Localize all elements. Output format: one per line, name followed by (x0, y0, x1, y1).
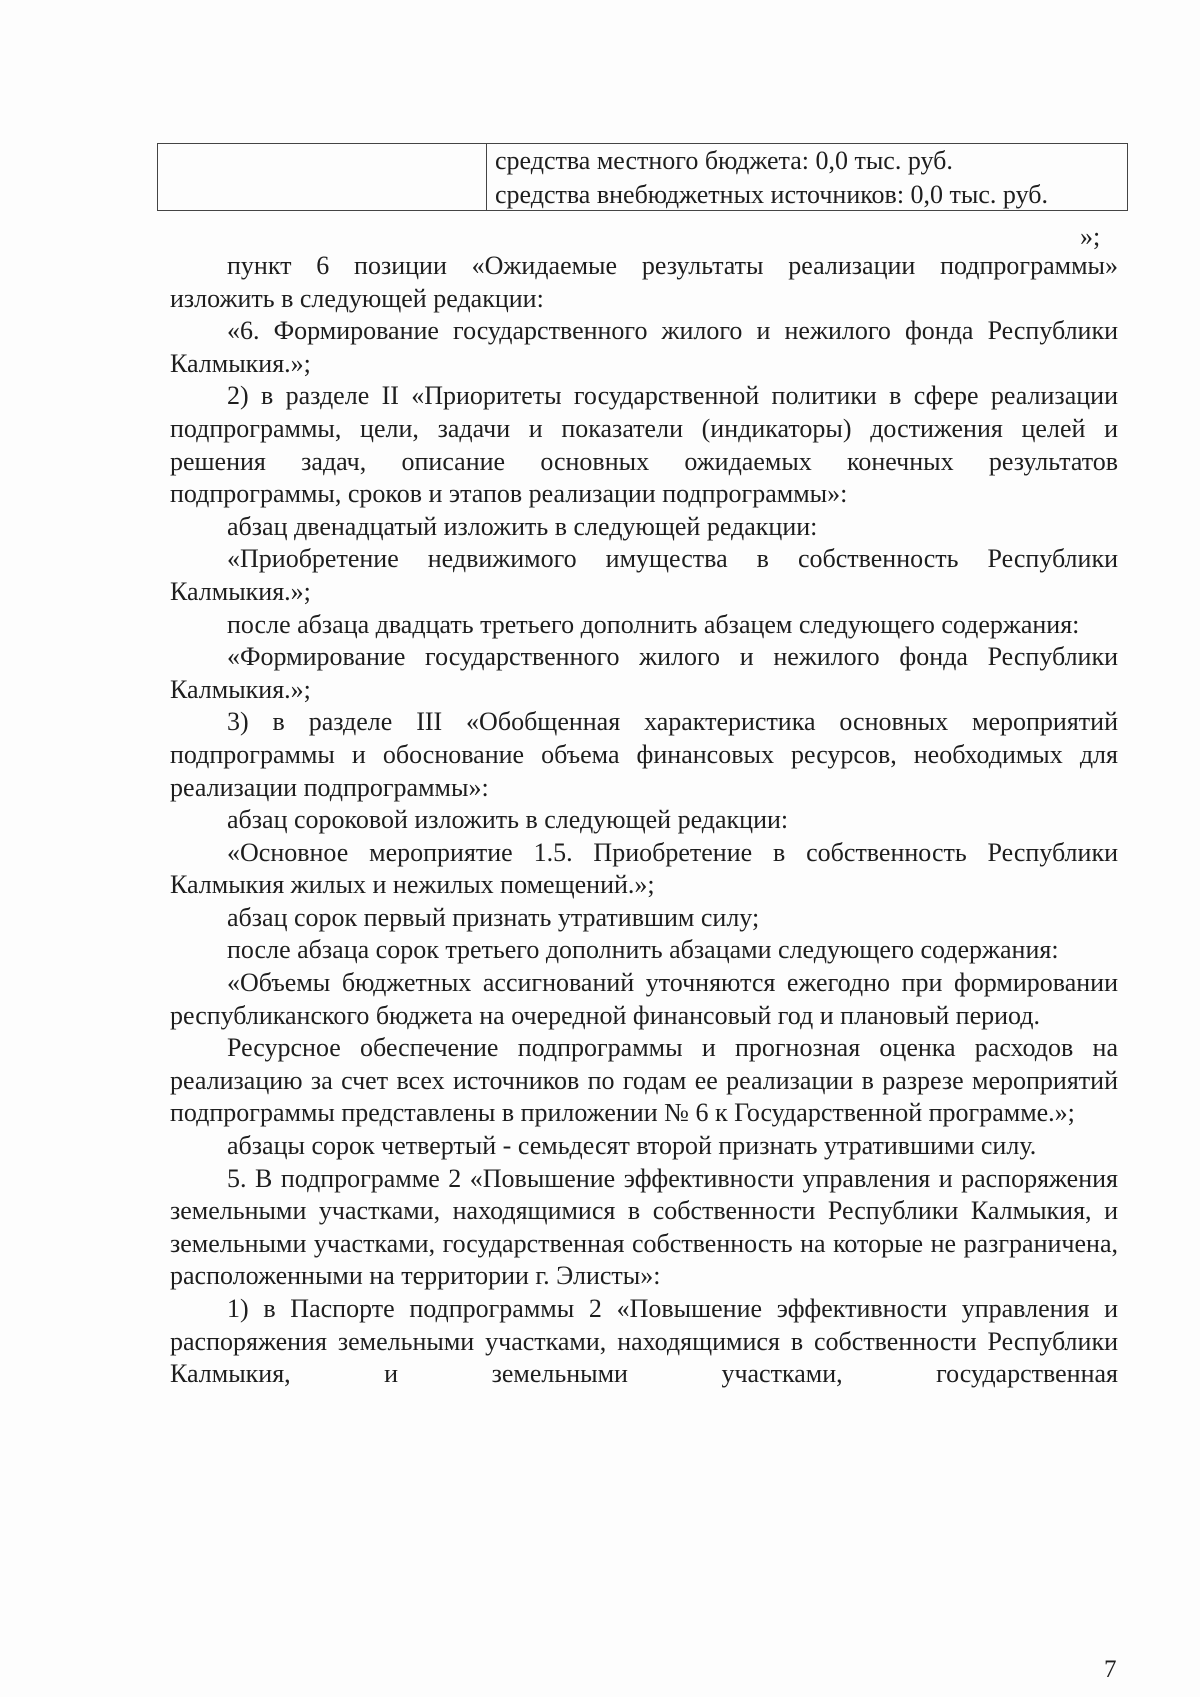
paragraph: после абзаца сорок третьего дополнить абзацами следующего содержания: (227, 935, 1059, 965)
paragraph: абзацы сорок четвертый - семьдесят второй признать утратившими силу. (227, 1131, 1037, 1161)
paragraph: 1) в Паспорте подпрограммы 2 «Повышение эффективности управления и распоряжения земельными участками, находящимися в собственности Республики Калмыкия, и земельными участками, государственная (170, 1294, 1118, 1389)
paragraph: после абзаца двадцать третьего дополнить абзацем следующего содержания: (227, 609, 1080, 639)
paragraph: абзац сорок первый признать утратившим силу; (227, 902, 760, 932)
paragraph: «Объемы бюджетных ассигнований уточняются ежегодно при формировании республиканского бюджета на очередной финансовый год и плановый период. (170, 968, 1118, 1030)
paragraph: Ресурсное обеспечение подпрограммы и прогнозная оценка расходов на реализацию за счет всех источников по годам ее реализации в разрезе мероприятий подпрограммы представлены в приложении № 6 к Государственной программе.»; (170, 1033, 1118, 1128)
paragraph: абзац сороковой изложить в следующей редакции: (227, 805, 789, 835)
paragraph: 2) в разделе II «Приоритеты государственной политики в сфере реализации подпрограммы, цели, задачи и показатели (индикаторы) достижения целей и решения задач, описание основных ожидаемых конечных результатов подпрограммы, сроков и этапов реализации подпрограммы»: (170, 381, 1118, 509)
funding-table (157, 143, 1128, 211)
paragraph: абзац двенадцатый изложить в следующей редакции: (227, 511, 818, 541)
paragraph: «Приобретение недвижимого имущества в собственность Республики Калмыкия.»; (170, 544, 1118, 606)
table-line-extrabudgetary: средства внебюджетных источников: 0,0 тыс. руб. (495, 180, 1048, 209)
paragraph: 3) в разделе III «Обобщенная характеристика основных мероприятий подпрограммы и обоснование объема финансовых ресурсов, необходимых для реализации подпрограммы»: (170, 707, 1118, 802)
document-body (170, 250, 1118, 1391)
table-line-local-budget: средства местного бюджета: 0,0 тыс. руб. (495, 146, 953, 175)
paragraph: пункт 6 позиции «Ожидаемые результаты реализации подпрограммы» изложить в следующей редакции: (170, 251, 1118, 313)
paragraph: «6. Формирование государственного жилого и нежилого фонда Республики Калмыкия.»; (170, 316, 1118, 378)
paragraph: «Формирование государственного жилого и нежилого фонда Республики Калмыкия.»; (170, 642, 1118, 704)
table-right-cell (495, 144, 1119, 212)
table-column-divider (486, 144, 487, 210)
closing-quote: »; (1080, 222, 1101, 251)
page-number: 7 (1104, 1656, 1117, 1683)
paragraph: 5. В подпрограмме 2 «Повышение эффективности управления и распоряжения земельными участками, находящимися в собственности Республики Калмыкия, и земельными участками, государственная собственность на которые не разграничена, расположенными на территории г. Элисты»: (170, 1163, 1118, 1291)
paragraph: «Основное мероприятие 1.5. Приобретение в собственность Республики Калмыкия жилых и нежилых помещений.»; (170, 837, 1118, 900)
